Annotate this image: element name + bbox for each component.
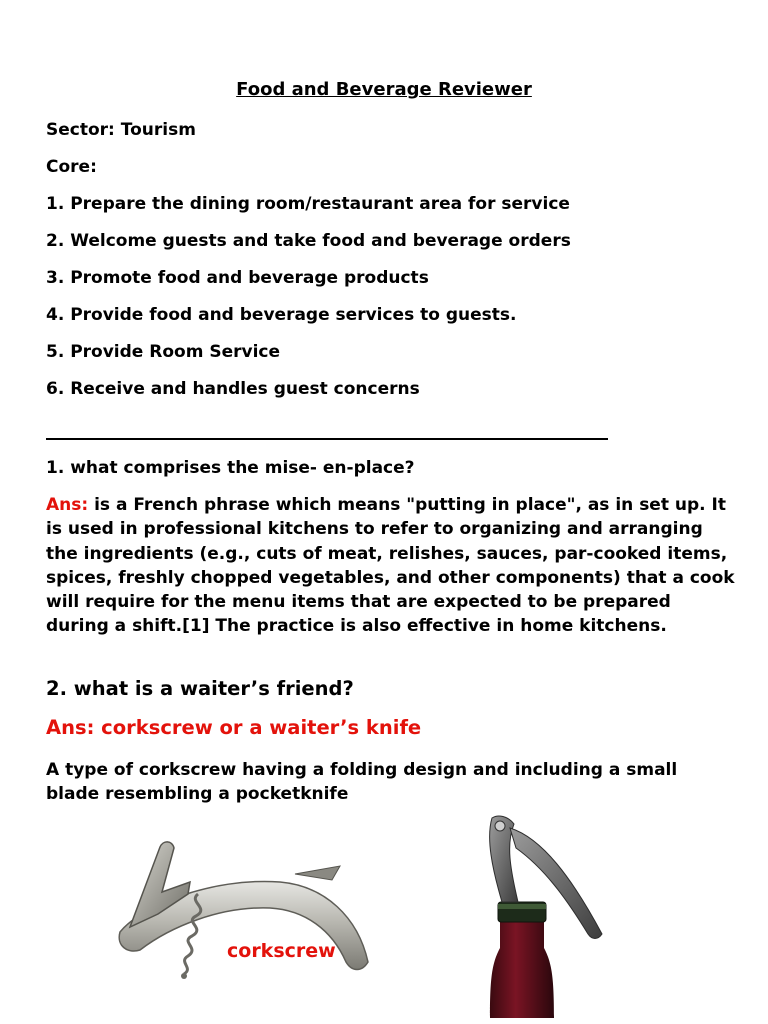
core-item-5: 5. Provide Room Service [46,342,281,362]
core-item-3: 3. Promote food and beverage products [46,268,429,288]
answer-1-paragraph [46,493,736,639]
section-divider [46,438,608,440]
answer-1-text: is a French phrase which means "putting in place", as in set up. It is used in professional kitchens to refer to organizing and arranging the ingredients (e.g., cuts of meat, relishes, sauces, par-cooked items, spices, freshly chopped vegetables, and other components) that a cook will require for the menu items that are expected to be prepared during a shift.[1] The practice is also effective in home kitchens. [46,495,735,637]
waiters-knife-image [100,822,378,1014]
question-2: 2. what is a waiter’s friend? [46,677,354,700]
core-heading: Core: [46,157,97,177]
sector-line: Sector: Tourism [46,120,196,140]
answer-2: Ans: corkscrew or a waiter’s knife [46,716,422,739]
core-item-1: 1. Prepare the dining room/restaurant area for service [46,194,570,214]
core-item-6: 6. Receive and handles guest concerns [46,379,420,399]
corkscrew-image-label: corkscrew [227,940,336,962]
core-item-2: 2. Welcome guests and take food and beverage orders [46,231,571,251]
page-title: Food and Beverage Reviewer [236,79,532,100]
corkscrew-on-bottle-image [462,808,610,1018]
question-1: 1. what comprises the mise- en-place? [46,458,415,478]
core-item-4: 4. Provide food and beverage services to guests. [46,305,517,325]
answer-1-label: Ans: [46,495,89,515]
answer-2-description: A type of corkscrew having a folding design and including a small blade resembling a pocketknife [46,760,678,805]
